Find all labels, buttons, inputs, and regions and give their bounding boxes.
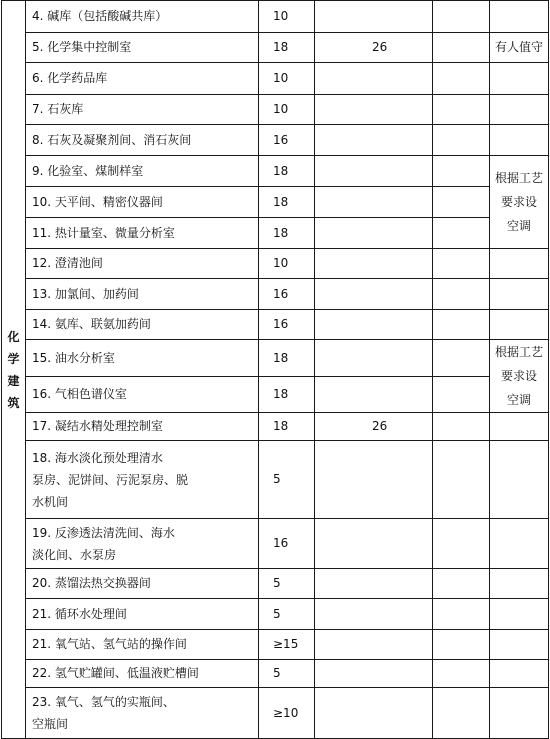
table-row <box>2 249 549 279</box>
table-body <box>2 1 549 739</box>
winter-temperature: 18 <box>259 218 315 249</box>
room-name: 13. 加氯间、加药间 <box>26 279 259 310</box>
blank-cell <box>433 340 490 377</box>
table-row <box>2 310 549 340</box>
winter-temperature: 5 <box>259 569 315 599</box>
winter-temperature: 10 <box>259 249 315 279</box>
blank-cell <box>433 441 490 519</box>
table-row <box>2 1 549 33</box>
blank-cell <box>433 125 490 156</box>
room-name: 14. 氨库、联氨加药间 <box>26 310 259 340</box>
summer-temperature <box>315 377 433 413</box>
note-cell <box>490 413 549 441</box>
room-name: 17. 凝结水精处理控制室 <box>26 413 259 441</box>
room-name <box>26 441 259 519</box>
winter-temperature: 5 <box>259 441 315 519</box>
table-row <box>2 279 549 310</box>
note-merged <box>490 156 549 249</box>
text-line: 泵房、泥饼间、污泥泵房、脱 <box>32 472 189 487</box>
text-line: 淡化间、水泵房 <box>32 547 117 562</box>
room-name: 7. 石灰库 <box>26 95 259 125</box>
summer-temperature <box>315 125 433 156</box>
table-row <box>2 218 549 249</box>
room-name <box>26 519 259 569</box>
room-name: 11. 热计量室、微量分析室 <box>26 218 259 249</box>
winter-temperature: ≥15 <box>259 630 315 660</box>
winter-temperature: 5 <box>259 660 315 688</box>
table-row <box>2 599 549 630</box>
summer-temperature: 26 <box>315 33 433 63</box>
blank-cell <box>433 569 490 599</box>
summer-temperature <box>315 599 433 630</box>
winter-temperature: 18 <box>259 413 315 441</box>
winter-temperature: 18 <box>259 377 315 413</box>
blank-cell <box>433 63 490 95</box>
note-merged <box>490 340 549 413</box>
note-cell <box>490 599 549 630</box>
summer-temperature <box>315 630 433 660</box>
room-name: 21. 循环水处理间 <box>26 599 259 630</box>
room-name: 15. 油水分析室 <box>26 340 259 377</box>
table-row <box>2 660 549 688</box>
requirements-table <box>1 0 549 739</box>
summer-temperature <box>315 156 433 187</box>
summer-temperature <box>315 569 433 599</box>
room-name: 6. 化学药品库 <box>26 63 259 95</box>
table-row <box>2 187 549 218</box>
winter-temperature: 5 <box>259 599 315 630</box>
summer-temperature <box>315 519 433 569</box>
text-line: 23. 氧气、氢气的实瓶间、 <box>32 695 175 709</box>
winter-temperature: 18 <box>259 187 315 218</box>
text-line: 水机间 <box>32 494 69 509</box>
winter-temperature: 10 <box>259 63 315 95</box>
text-line: 要求设 <box>500 369 537 383</box>
text-line: 19. 反渗透法清洗间、海水 <box>32 525 175 540</box>
table-row <box>2 441 549 519</box>
room-name: 4. 碱库（包括酸碱共库） <box>26 1 259 33</box>
text-line: 18. 海水淡化预处理清水 <box>32 450 163 465</box>
blank-cell <box>433 310 490 340</box>
summer-temperature <box>315 95 433 125</box>
winter-temperature: 10 <box>259 95 315 125</box>
category-char: 建 <box>7 373 20 388</box>
table-row <box>2 156 549 187</box>
note-cell <box>490 688 549 739</box>
category-char: 化 <box>7 329 20 344</box>
table-row <box>2 519 549 569</box>
summer-temperature <box>315 1 433 33</box>
winter-temperature: ≥10 <box>259 688 315 739</box>
summer-temperature <box>315 340 433 377</box>
winter-temperature: 16 <box>259 279 315 310</box>
blank-cell <box>433 249 490 279</box>
note-cell <box>490 1 549 33</box>
text-line: 空调 <box>506 393 531 407</box>
note-cell <box>490 660 549 688</box>
room-name: 9. 化验室、煤制样室 <box>26 156 259 187</box>
winter-temperature: 18 <box>259 33 315 63</box>
table-row <box>2 377 549 413</box>
category-char: 筑 <box>7 395 20 410</box>
note-cell <box>490 95 549 125</box>
table-row <box>2 63 549 95</box>
table-row <box>2 630 549 660</box>
table-row <box>2 95 549 125</box>
blank-cell <box>433 599 490 630</box>
category-char: 学 <box>7 351 20 366</box>
summer-temperature <box>315 218 433 249</box>
summer-temperature <box>315 441 433 519</box>
note-cell: 有人值守 <box>490 33 549 63</box>
room-name: 12. 澄清池间 <box>26 249 259 279</box>
blank-cell <box>433 630 490 660</box>
winter-temperature: 16 <box>259 310 315 340</box>
note-cell <box>490 63 549 95</box>
blank-cell <box>433 218 490 249</box>
winter-temperature: 18 <box>259 340 315 377</box>
text-line: 要求设 <box>500 195 537 209</box>
text-line: 空调 <box>506 219 531 233</box>
room-name: 10. 天平间、精密仪器间 <box>26 187 259 218</box>
blank-cell <box>433 660 490 688</box>
blank-cell <box>433 156 490 187</box>
room-name: 5. 化学集中控制室 <box>26 33 259 63</box>
blank-cell <box>433 413 490 441</box>
note-cell <box>490 630 549 660</box>
table-row <box>2 125 549 156</box>
summer-temperature <box>315 249 433 279</box>
blank-cell <box>433 279 490 310</box>
room-name: 21. 氧气站、氢气站的操作间 <box>26 630 259 660</box>
room-name: 16. 气相色谱仪室 <box>26 377 259 413</box>
note-cell <box>490 569 549 599</box>
summer-temperature <box>315 310 433 340</box>
blank-cell <box>433 688 490 739</box>
blank-cell <box>433 95 490 125</box>
winter-temperature: 16 <box>259 519 315 569</box>
blank-cell <box>433 33 490 63</box>
room-name <box>26 688 259 739</box>
table-row <box>2 569 549 599</box>
text-line: 根据工艺 <box>494 345 543 359</box>
room-name: 8. 石灰及凝聚剂间、消石灰间 <box>26 125 259 156</box>
blank-cell <box>433 187 490 218</box>
winter-temperature: 16 <box>259 125 315 156</box>
winter-temperature: 18 <box>259 156 315 187</box>
blank-cell <box>433 377 490 413</box>
note-cell <box>490 310 549 340</box>
table-row <box>2 340 549 377</box>
summer-temperature <box>315 63 433 95</box>
room-name: 20. 蒸馏法热交换器间 <box>26 569 259 599</box>
summer-temperature: 26 <box>315 413 433 441</box>
room-name: 22. 氢气贮罐间、低温液贮槽间 <box>26 660 259 688</box>
text-line: 空瓶间 <box>32 717 69 731</box>
blank-cell <box>433 1 490 33</box>
winter-temperature: 10 <box>259 1 315 33</box>
table-row <box>2 688 549 739</box>
note-cell <box>490 249 549 279</box>
note-cell <box>490 279 549 310</box>
note-cell <box>490 125 549 156</box>
summer-temperature <box>315 187 433 218</box>
table-row <box>2 413 549 441</box>
note-cell <box>490 519 549 569</box>
note-cell <box>490 441 549 519</box>
summer-temperature <box>315 660 433 688</box>
summer-temperature <box>315 688 433 739</box>
category-label <box>2 1 26 739</box>
table-row <box>2 33 549 63</box>
blank-cell <box>433 519 490 569</box>
text-line: 根据工艺 <box>494 171 543 185</box>
summer-temperature <box>315 279 433 310</box>
